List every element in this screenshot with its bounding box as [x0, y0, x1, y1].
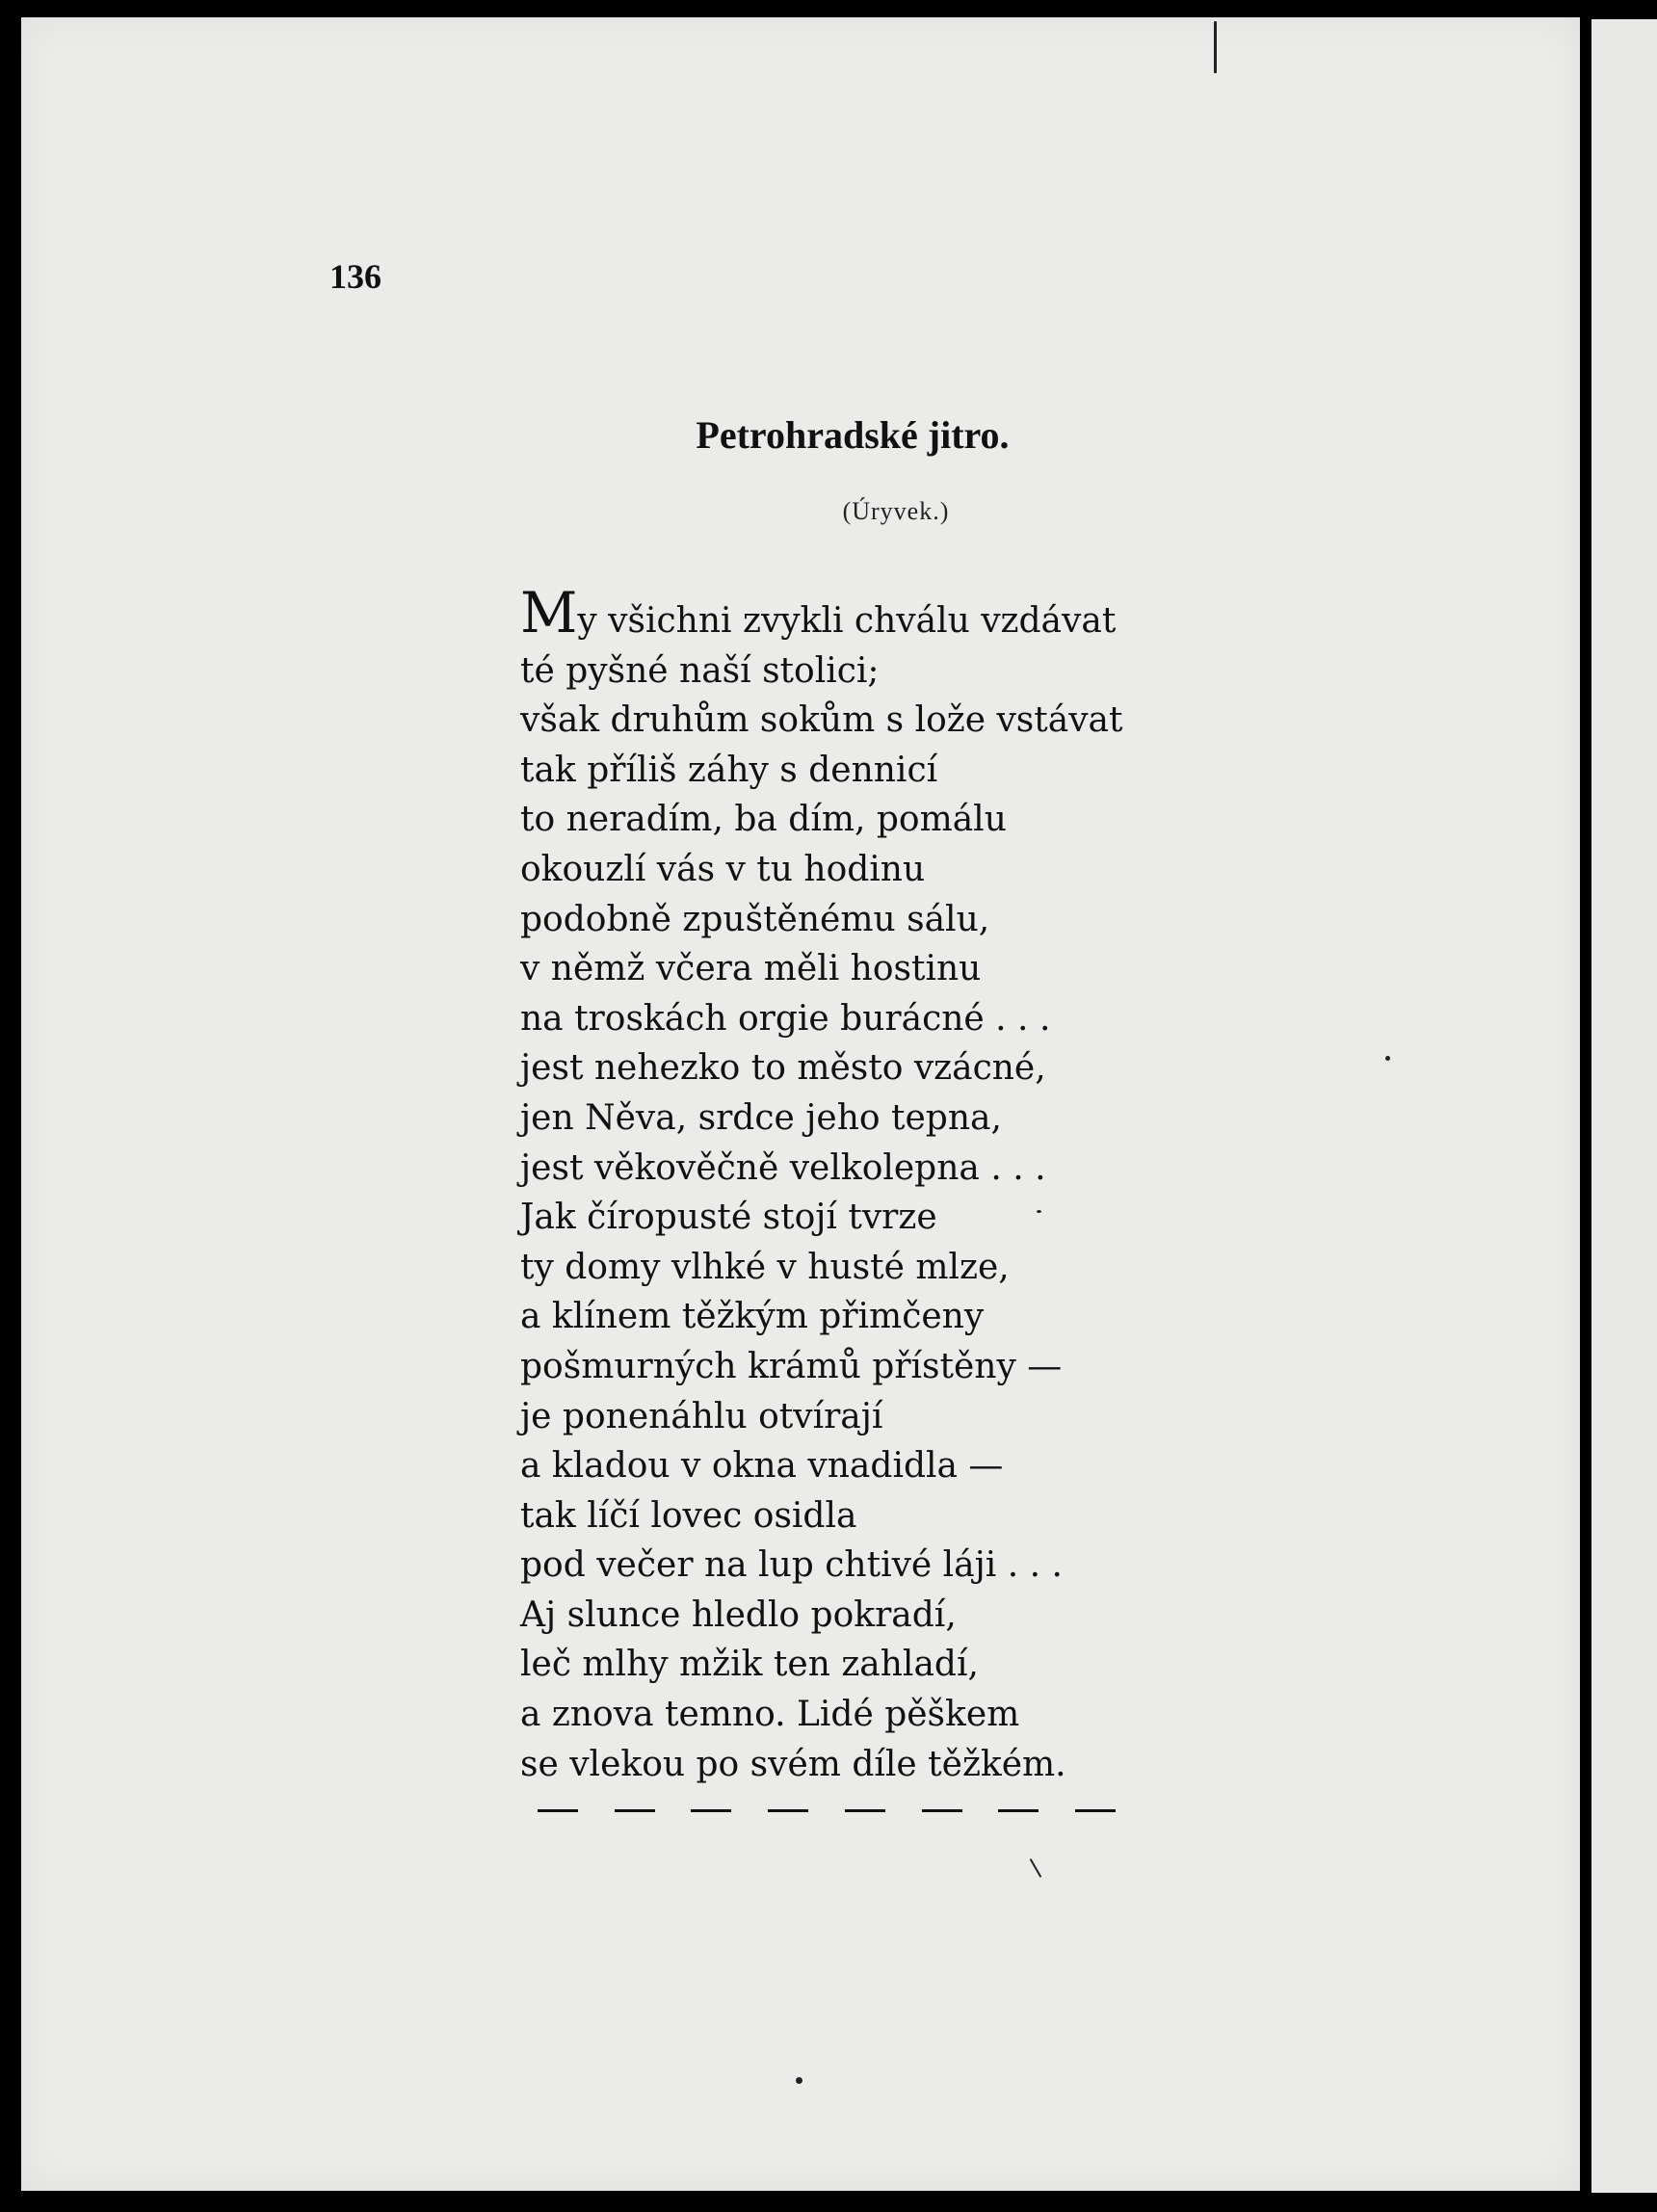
poem-line: jest nehezko to město vzácné, — [520, 1048, 1046, 1089]
poem-line: tak líčí lovec osidla — [520, 1495, 857, 1536]
dash — [998, 1809, 1039, 1812]
dash — [845, 1809, 885, 1812]
ink-speck — [1037, 1210, 1041, 1213]
ink-speck — [1385, 1056, 1390, 1061]
poem-line: a klínem těžkým přimčeny — [520, 1297, 985, 1337]
poem-line: to neradím, ba dím, pomálu — [520, 800, 1007, 840]
poem-line: pod večer na lup chtivé láji . . . — [520, 1545, 1063, 1586]
dash — [922, 1809, 962, 1812]
poem-line: podobně zpuštěnému sálu, — [520, 899, 990, 939]
poem-line: jest věkověčně velkolepna . . . — [520, 1147, 1046, 1188]
poem-line: leč mlhy mžik ten zahladí, — [520, 1645, 979, 1685]
poem-line: a kladou v okna vnadidla — — [520, 1446, 1004, 1487]
dash — [691, 1809, 731, 1812]
ink-speck — [796, 2077, 802, 2084]
page-number: 136 — [329, 257, 381, 296]
poem-line: Jak číropusté stojí tvrze — [520, 1198, 937, 1238]
poem-line: na troskách orgie burácné . . . — [520, 998, 1051, 1039]
poem-line: okouzlí vás v tu hodinu — [520, 849, 926, 889]
closing-dash-rule — [538, 1809, 1116, 1813]
poem-line: je ponenáhlu otvírají — [520, 1396, 883, 1436]
ink-mark — [1214, 21, 1217, 73]
dash — [768, 1809, 808, 1812]
facing-page-edge — [1591, 19, 1657, 2193]
dash — [1075, 1809, 1116, 1812]
poem-line: Aj slunce hledlo pokradí, — [520, 1594, 957, 1635]
poem-title: Petrohradské jitro. — [696, 413, 1010, 457]
poem-line: ty domy vlhké v husté mlze, — [520, 1247, 1010, 1287]
poem-line: a znova temno. Lidé pěškem — [520, 1695, 1020, 1735]
poem-line: pošmurných krámů přístěny — — [520, 1346, 1063, 1386]
poem-line: však druhům sokům s lože vstávat — [520, 700, 1123, 741]
dash — [615, 1809, 655, 1812]
poem-subtitle: (Úryvek.) — [842, 497, 950, 525]
poem-line: My všichni zvykli chválu vzdávat — [520, 580, 1117, 645]
poem-line: v němž včera měli hostinu — [520, 949, 982, 989]
poem-line: tak příliš záhy s dennicí — [520, 750, 938, 790]
poem-line: se vlekou po svém díle těžkém. — [520, 1744, 1066, 1784]
dash — [538, 1809, 578, 1812]
poem-line: té pyšné naší stolici; — [520, 650, 880, 691]
poem-line: jen Něva, srdce jeho tepna, — [520, 1097, 1002, 1138]
poem-body — [520, 580, 1214, 1789]
